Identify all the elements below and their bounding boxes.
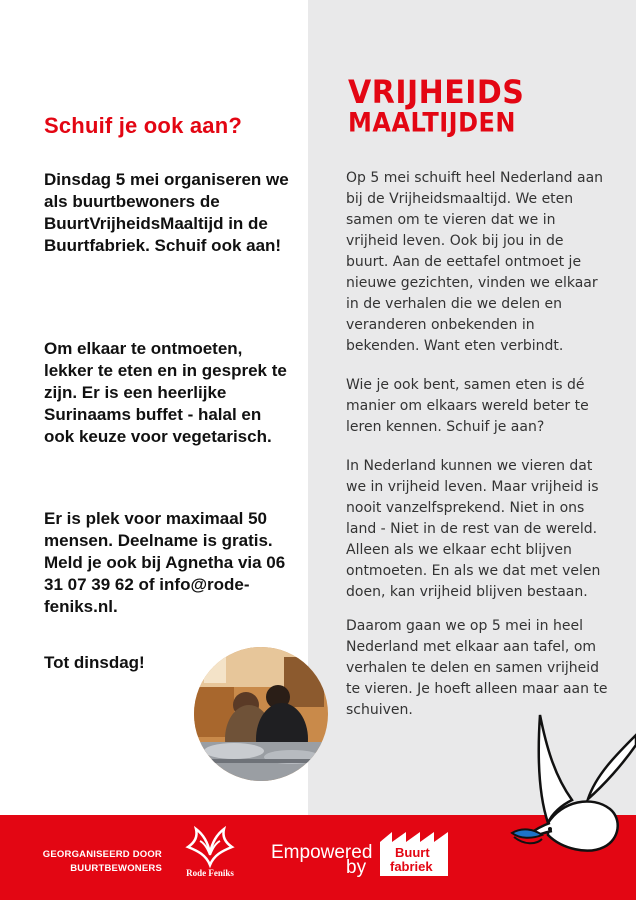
info-paragraph-1: Op 5 mei schuift heel Nederland aan bij de Vrijheidsmaaltijd. We eten samen om te vieren dat we in vrijheid leven. Ook bij jou in de buurt. Aan de eettafel ontmoet je nieuwe gezichten, vinden we elkaar in de verhalen die we delen en veranderen onbekenden in bekenden. Want eten verbindt. [346, 170, 604, 354]
fabriek-logo-text: fabriek [390, 859, 433, 874]
organised-line-2: BUURTBEWONERS [70, 863, 162, 874]
info-paragraph-3: In Nederland kunnen we vieren dat we in vrijheid leven. Maar vrijheid is nooit vanzelfsprekend. Niet in ons land - Niet in de rest van de wereld. Alleen als we elkaar echt blijven ontmoeten. En als we dat met velen doen, kan vrijheid blijven bestaan. [346, 458, 601, 600]
brand-title-line2: MAALTIJDEN [348, 106, 516, 139]
event-photo [194, 647, 328, 781]
brand-title-line1: VRIJHEIDS [348, 73, 525, 112]
left-heading: Schuif je ook aan? [44, 113, 242, 138]
organised-line-1: GEORGANISEERD DOOR [42, 849, 162, 860]
rode-feniks-label: Rode Feniks [186, 868, 234, 878]
info-paragraph-2: Wie je ook bent, samen eten is dé manier om elkaars wereld beter te leren kennen. Schuif je aan? [346, 377, 589, 435]
buurt-logo-text: Buurt [395, 845, 430, 860]
closing-line: Tot dinsdag! [44, 653, 145, 672]
meeting-paragraph: Om elkaar te ontmoeten, lekker te eten en in gesprek te zijn. Er is een heerlijke Surinaams buffet - halal en ook keuze voor vegetarisch. [44, 339, 287, 446]
empowered-text: Empowered [271, 842, 373, 863]
registration-paragraph: Er is plek voor maximaal 50 mensen. Deelname is gratis. Meld je ook bij Agnetha via 06 31 07 39 62 of info@rode-feniks.nl. [44, 509, 286, 616]
dove-illustration-icon [492, 705, 636, 865]
info-paragraph-4: Daarom gaan we op 5 mei in heel Nederland met elkaar aan tafel, om verhalen te delen en samen vrijheid te vieren. Je hoeft alleen maar aan te schuiven. [346, 618, 608, 718]
by-text: by [346, 857, 367, 878]
intro-paragraph: Dinsdag 5 mei organiseren we als buurtbewoners de BuurtVrijheidsMaaltijd in de Buurtfabriek. Schuif ook aan! [44, 170, 289, 255]
organised-by-text [26, 848, 162, 876]
